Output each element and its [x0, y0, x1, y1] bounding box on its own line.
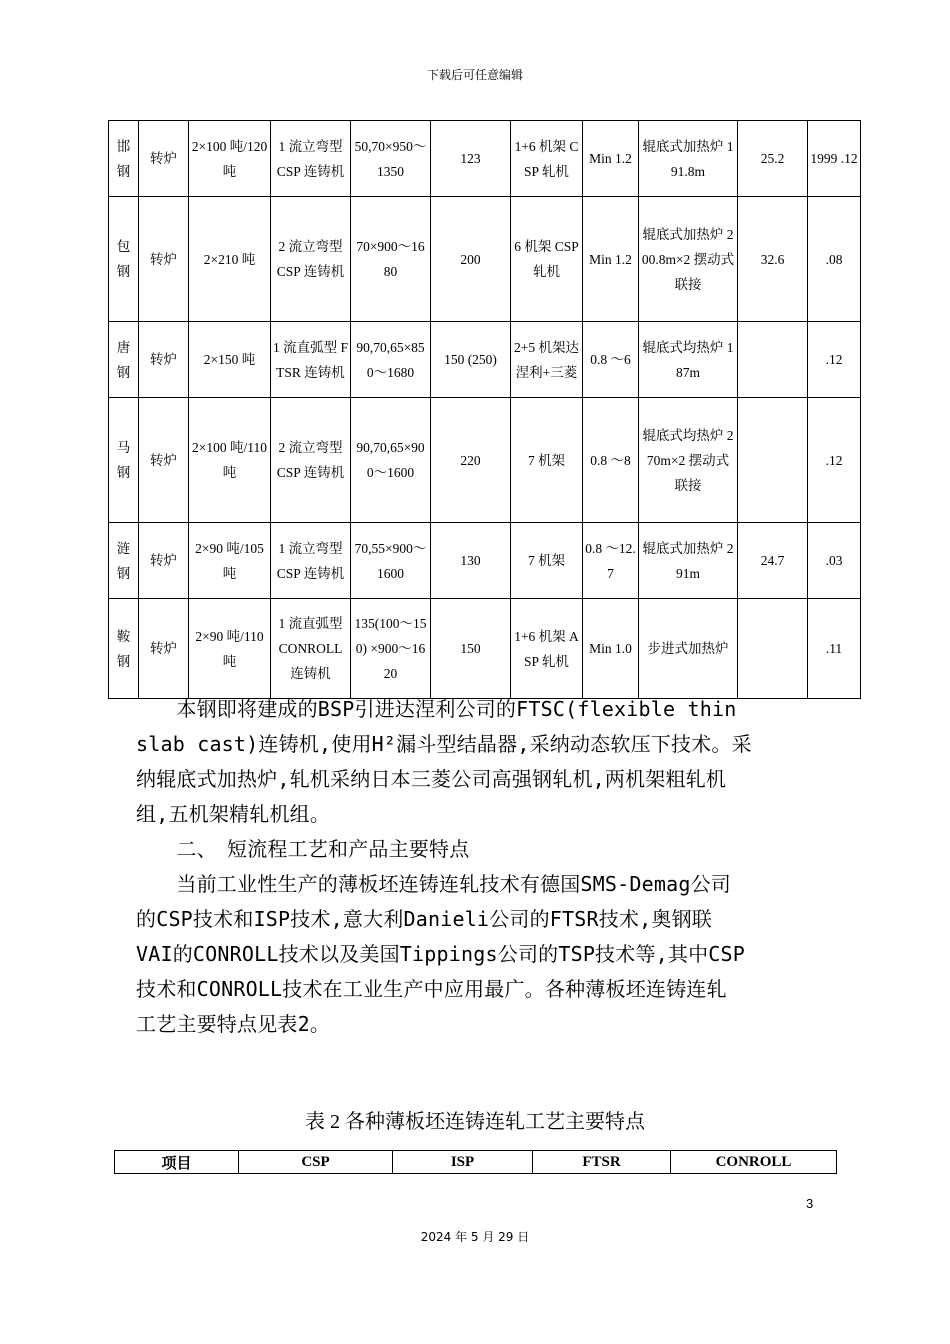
table-row — [109, 121, 861, 197]
cell-speed: 130 — [431, 523, 511, 599]
cell-caster: 1 流立弯型 CSP 连铸机 — [271, 121, 351, 197]
cell-capacity: 2×210 吨 — [189, 197, 271, 322]
table-row — [109, 599, 861, 699]
paragraph-line: slab cast)连铸机,使用H²漏斗型结晶器,采纳动态软压下技术。采 — [136, 732, 752, 756]
cell-speed: 200 — [431, 197, 511, 322]
cell-speed: 150 — [431, 599, 511, 699]
cell-thickness: Min 1.0 — [583, 599, 639, 699]
cell-furnace: 转炉 — [139, 322, 189, 398]
cell-mill: 1+6 机架 ASP 轧机 — [511, 599, 583, 699]
cell-length — [738, 398, 808, 523]
cell-slab-size: 70,55×900～1600 — [351, 523, 431, 599]
cell-capacity: 2×150 吨 — [189, 322, 271, 398]
cell-plant: 涟钢 — [109, 523, 139, 599]
header-cell: FTSR — [533, 1151, 671, 1174]
cell-caster: 2 流立弯型 CSP 连铸机 — [271, 197, 351, 322]
page-number: 3 — [806, 1196, 814, 1211]
page-header: 下载后可任意编辑 — [426, 68, 523, 82]
header-cell: ISP — [393, 1151, 533, 1174]
header-cell: CSP — [239, 1151, 393, 1174]
cell-mill: 7 机架 — [511, 523, 583, 599]
paragraph-line: 本钢即将建成的BSP引进达涅利公司的FTSC(flexible thin — [136, 697, 737, 721]
cell-plant: 包钢 — [109, 197, 139, 322]
cell-length — [738, 599, 808, 699]
cell-caster: 2 流立弯型 CSP 连铸机 — [271, 398, 351, 523]
paragraph-line: 工艺主要特点见表2。 — [136, 1012, 331, 1036]
cell-date: .03 — [808, 523, 861, 599]
cell-speed: 220 — [431, 398, 511, 523]
cell-thickness: 0.8 ～12.7 — [583, 523, 639, 599]
cell-plant: 鞍钢 — [109, 599, 139, 699]
cell-capacity: 2×100 吨/120 吨 — [189, 121, 271, 197]
cell-speed: 150 (250) — [431, 322, 511, 398]
paragraph-line: 当前工业性生产的薄板坯连铸连轧技术有德国SMS-Demag公司 — [136, 872, 731, 896]
cell-mill: 6 机架 CSP 轧机 — [511, 197, 583, 322]
cell-reheat: 辊底式加热炉 191.8m — [639, 121, 738, 197]
cell-thickness: 0.8 ～8 — [583, 398, 639, 523]
cell-length: 25.2 — [738, 121, 808, 197]
paragraph-line: 技术和CONROLL技术在工业生产中应用最广。各种薄板坯连铸连轧 — [136, 977, 727, 1001]
table-header-row — [115, 1151, 837, 1174]
header-cell: 项目 — [115, 1151, 239, 1174]
cell-length: 24.7 — [738, 523, 808, 599]
cell-furnace: 转炉 — [139, 523, 189, 599]
cell-slab-size: 135(100～150) ×900～1620 — [351, 599, 431, 699]
cell-reheat: 辊底式加热炉 291m — [639, 523, 738, 599]
cell-slab-size: 90,70,65×900～1600 — [351, 398, 431, 523]
plant-table — [108, 120, 861, 699]
comparison-table — [114, 1150, 837, 1174]
cell-furnace: 转炉 — [139, 197, 189, 322]
cell-mill: 2+5 机架达涅利+三菱 — [511, 322, 583, 398]
page-footer-date: 2024 年 5 月 29 日 — [420, 1230, 530, 1244]
cell-length — [738, 322, 808, 398]
cell-caster: 1 流立弯型 CSP 连铸机 — [271, 523, 351, 599]
table-row — [109, 322, 861, 398]
cell-slab-size: 50,70×950～1350 — [351, 121, 431, 197]
cell-date: 1999 .12 — [808, 121, 861, 197]
section-heading: 二、 短流程工艺和产品主要特点 — [136, 837, 470, 861]
cell-mill: 1+6 机架 CSP 轧机 — [511, 121, 583, 197]
cell-thickness: Min 1.2 — [583, 197, 639, 322]
cell-capacity: 2×100 吨/110 吨 — [189, 398, 271, 523]
cell-date: .08 — [808, 197, 861, 322]
paragraph-line: 纳辊底式加热炉,轧机采纳日本三菱公司高强钢轧机,两机架粗轧机 — [136, 767, 727, 791]
cell-furnace: 转炉 — [139, 121, 189, 197]
cell-plant: 马钢 — [109, 398, 139, 523]
cell-plant: 唐钢 — [109, 322, 139, 398]
table-2-caption: 表 2 各种薄板坯连铸连轧工艺主要特点 — [305, 1111, 645, 1133]
cell-speed: 123 — [431, 121, 511, 197]
paragraph-line: 组,五机架精轧机组。 — [136, 802, 331, 826]
header-cell: CONROLL — [671, 1151, 837, 1174]
cell-slab-size: 70×900～1680 — [351, 197, 431, 322]
cell-furnace: 转炉 — [139, 599, 189, 699]
cell-thickness: 0.8 ～6 — [583, 322, 639, 398]
cell-date: .12 — [808, 322, 861, 398]
paragraph-1 — [136, 692, 816, 1042]
cell-reheat: 辊底式均热炉 187m — [639, 322, 738, 398]
paragraph-line: VAI的CONROLL技术以及美国Tippings公司的TSP技术等,其中CSP — [136, 942, 746, 966]
cell-plant: 邯钢 — [109, 121, 139, 197]
cell-date: .12 — [808, 398, 861, 523]
cell-slab-size: 90,70,65×850～1680 — [351, 322, 431, 398]
cell-mill: 7 机架 — [511, 398, 583, 523]
cell-capacity: 2×90 吨/105 吨 — [189, 523, 271, 599]
table-row — [109, 523, 861, 599]
cell-length: 32.6 — [738, 197, 808, 322]
cell-caster: 1 流直弧型 FTSR 连铸机 — [271, 322, 351, 398]
cell-furnace: 转炉 — [139, 398, 189, 523]
table-row — [109, 197, 861, 322]
cell-reheat: 辊底式均热炉 270m×2 摆动式联接 — [639, 398, 738, 523]
cell-capacity: 2×90 吨/110 吨 — [189, 599, 271, 699]
cell-caster: 1 流直弧型 CONROLL 连铸机 — [271, 599, 351, 699]
cell-thickness: Min 1.2 — [583, 121, 639, 197]
cell-date: .11 — [808, 599, 861, 699]
cell-reheat: 辊底式加热炉 200.8m×2 摆动式联接 — [639, 197, 738, 322]
table-row — [109, 398, 861, 523]
paragraph-line: 的CSP技术和ISP技术,意大利Danieli公司的FTSR技术,奥钢联 — [136, 907, 712, 931]
cell-reheat: 步进式加热炉 — [639, 599, 738, 699]
